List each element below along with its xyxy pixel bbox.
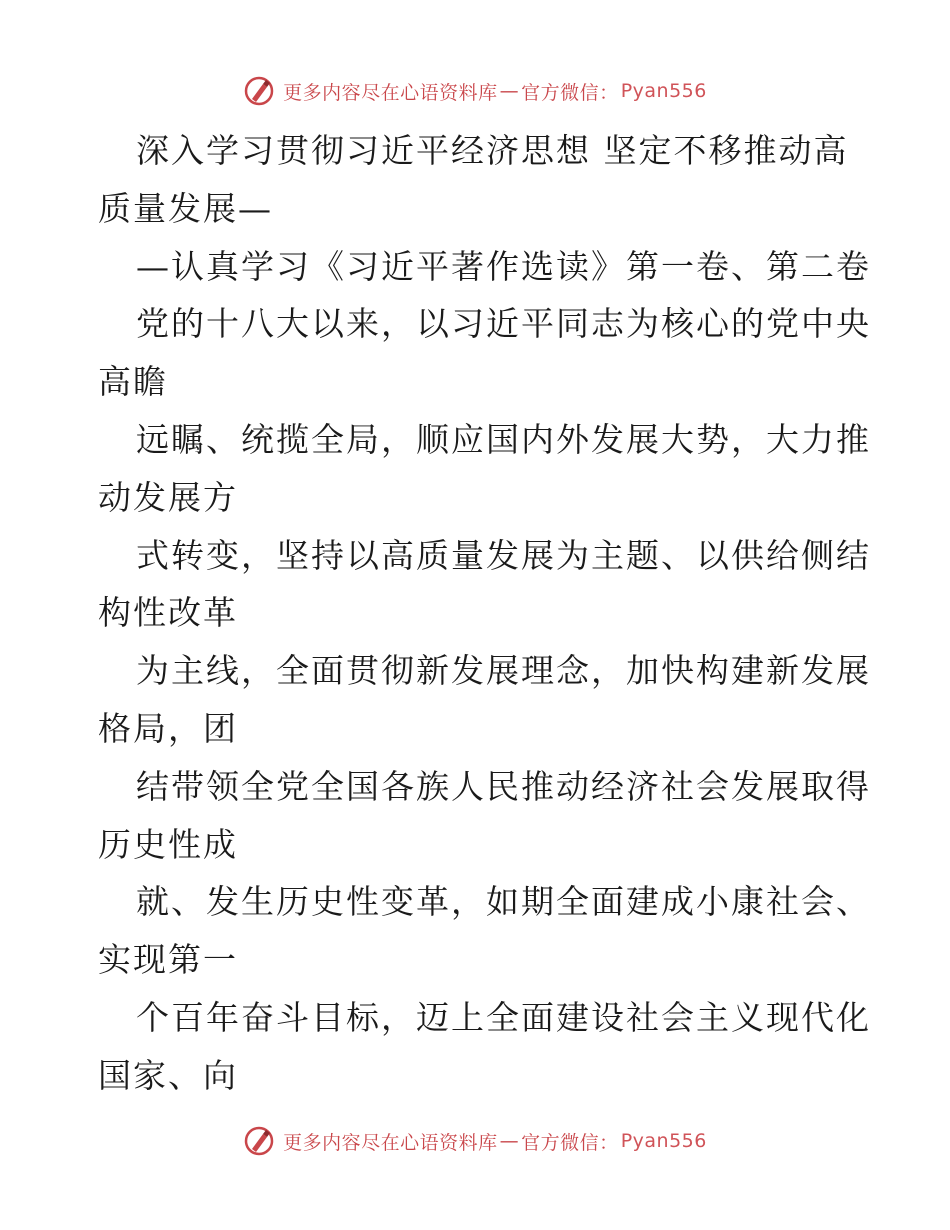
text-line: 式转变，坚持以高质量发展为主题、以供给侧结: [136, 535, 871, 575]
header-banner-separator: —: [499, 80, 520, 102]
text-line: 格局，团: [98, 708, 238, 748]
text-line: 党的十八大以来，以习近平同志为核心的党中央: [136, 304, 871, 344]
text-line: 高瞻: [98, 362, 168, 402]
pen-nib-logo-icon: [243, 1125, 275, 1157]
text-line: 动发展方: [98, 477, 238, 517]
header-banner: [0, 71, 950, 111]
text-line: 就、发生历史性变革，如期全面建成小康社会、: [136, 882, 871, 922]
text-line: 深入学习贯彻习近平经济思想 坚定不移推动高: [136, 131, 849, 170]
text-line: 实现第一: [98, 940, 238, 980]
text-line: 结带领全党全国各族人民推动经济社会发展取得: [136, 766, 871, 806]
footer-banner-separator: —: [499, 1130, 520, 1152]
footer-banner-text: 更多内容尽在心语资料库: [283, 1131, 498, 1154]
header-wechat-label: 官方微信：: [521, 81, 619, 104]
text-line: 个百年奋斗目标，迈上全面建设社会主义现代化: [136, 997, 871, 1037]
text-line: 为主线，全面贯彻新发展理念，加快构建新发展: [136, 651, 871, 691]
document-body: [98, 122, 871, 1105]
text-line: 国家、向: [98, 1055, 238, 1095]
pen-nib-logo-icon: [243, 75, 275, 107]
text-line: 远瞩、统揽全局，顺应国内外发展大势，大力推: [136, 419, 871, 459]
text-line: 质量发展—: [98, 188, 273, 228]
text-line: 构性改革: [98, 593, 238, 633]
footer-wechat-id: Pyan556: [620, 1130, 707, 1152]
text-line: —认真学习《习近平著作选读》第一卷、第二卷: [136, 246, 871, 286]
footer-wechat-label: 官方微信：: [521, 1131, 619, 1154]
header-wechat-id: Pyan556: [620, 80, 707, 102]
header-banner-text: 更多内容尽在心语资料库: [283, 81, 498, 104]
footer-banner: [0, 1121, 950, 1161]
text-line: 历史性成: [98, 824, 238, 864]
